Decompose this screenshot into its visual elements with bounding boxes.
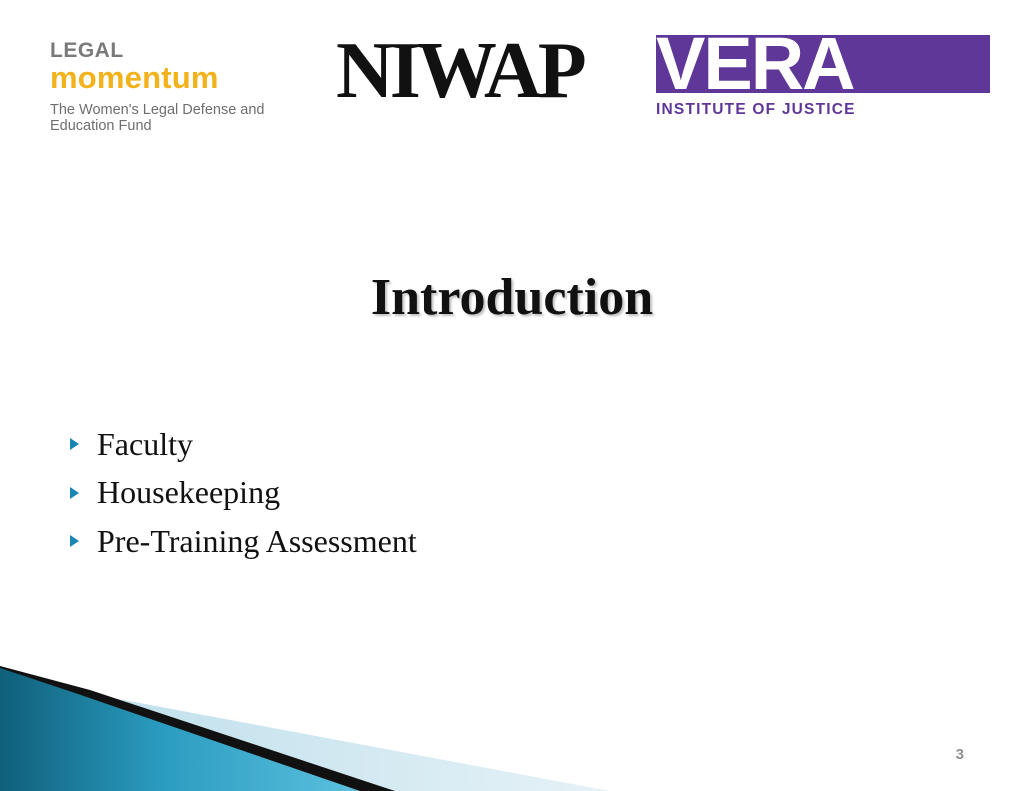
slide-title: Introduction bbox=[370, 269, 654, 326]
bullet-text: Housekeeping bbox=[97, 474, 281, 511]
legal-momentum-logo-momentum: momentum bbox=[50, 60, 219, 95]
niwap-logo: NIWAP bbox=[336, 27, 583, 115]
bullet-list bbox=[70, 420, 417, 566]
page-number: 3 bbox=[955, 746, 964, 763]
legal-momentum-logo-legal: LEGAL bbox=[50, 39, 124, 62]
vera-logo bbox=[656, 35, 990, 119]
pale-wedge-shape bbox=[0, 690, 610, 791]
vera-logo-band bbox=[656, 35, 990, 93]
teal-wedge-shape bbox=[0, 668, 360, 791]
legal-momentum-tagline: The Women's Legal Defense and Education Fund bbox=[50, 102, 265, 134]
bullet-text: Pre-Training Assessment bbox=[97, 522, 417, 559]
bullet-text: Faculty bbox=[97, 425, 193, 462]
bullet-item-housekeeping bbox=[70, 469, 417, 518]
bullet-item-pre-training-assessment bbox=[70, 517, 417, 566]
vera-logo-subtitle: INSTITUTE OF JUSTICE bbox=[656, 101, 856, 118]
bullet-arrow-icon bbox=[70, 487, 79, 499]
black-stripe-shape bbox=[0, 666, 395, 791]
vera-logo-word: VERA bbox=[656, 35, 854, 93]
bullet-arrow-icon bbox=[70, 535, 79, 547]
bullet-arrow-icon bbox=[70, 438, 79, 450]
legal-momentum-logo bbox=[50, 40, 290, 134]
bullet-item-faculty bbox=[70, 420, 417, 469]
